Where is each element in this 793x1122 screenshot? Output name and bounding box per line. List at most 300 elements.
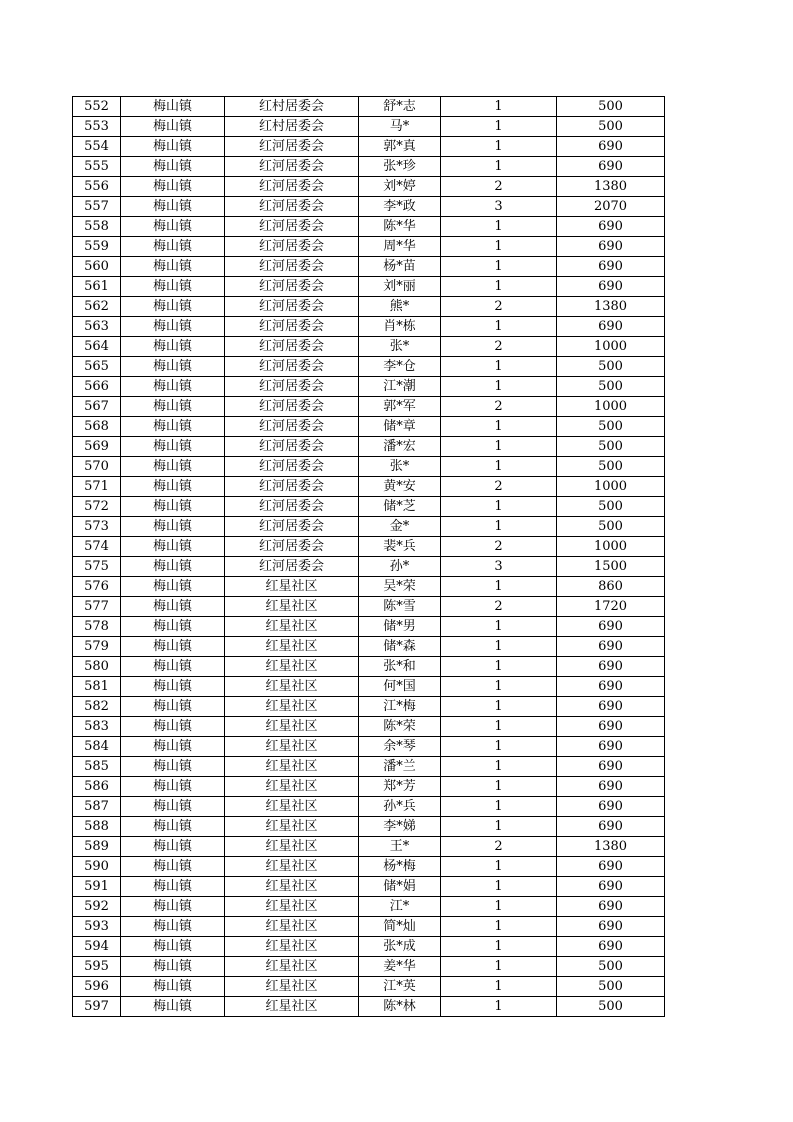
count-cell: 2 — [441, 337, 557, 357]
row-number-cell: 584 — [73, 737, 121, 757]
count-cell: 1 — [441, 417, 557, 437]
row-number-cell: 554 — [73, 137, 121, 157]
town-cell: 梅山镇 — [121, 717, 225, 737]
amount-cell: 690 — [557, 277, 665, 297]
community-cell: 红河居委会 — [225, 237, 359, 257]
town-cell: 梅山镇 — [121, 757, 225, 777]
amount-cell: 1000 — [557, 537, 665, 557]
name-cell: 马* — [359, 117, 441, 137]
count-cell: 1 — [441, 937, 557, 957]
community-cell: 红星社区 — [225, 837, 359, 857]
table-row — [73, 917, 665, 937]
table-row — [73, 297, 665, 317]
name-cell: 简*灿 — [359, 917, 441, 937]
count-cell: 1 — [441, 697, 557, 717]
row-number-cell: 558 — [73, 217, 121, 237]
name-cell: 潘*兰 — [359, 757, 441, 777]
row-number-cell: 557 — [73, 197, 121, 217]
amount-cell: 690 — [557, 637, 665, 657]
count-cell: 2 — [441, 477, 557, 497]
community-cell: 红河居委会 — [225, 537, 359, 557]
town-cell: 梅山镇 — [121, 257, 225, 277]
count-cell: 1 — [441, 997, 557, 1017]
name-cell: 舒*志 — [359, 97, 441, 117]
town-cell: 梅山镇 — [121, 217, 225, 237]
row-number-cell: 579 — [73, 637, 121, 657]
row-number-cell: 553 — [73, 117, 121, 137]
community-cell: 红河居委会 — [225, 397, 359, 417]
count-cell: 1 — [441, 457, 557, 477]
community-cell: 红星社区 — [225, 637, 359, 657]
row-number-cell: 576 — [73, 577, 121, 597]
amount-cell: 690 — [557, 257, 665, 277]
name-cell: 王* — [359, 837, 441, 857]
count-cell: 1 — [441, 637, 557, 657]
town-cell: 梅山镇 — [121, 177, 225, 197]
town-cell: 梅山镇 — [121, 237, 225, 257]
count-cell: 1 — [441, 817, 557, 837]
community-cell: 红河居委会 — [225, 477, 359, 497]
table-row — [73, 857, 665, 877]
row-number-cell: 590 — [73, 857, 121, 877]
amount-cell: 1380 — [557, 177, 665, 197]
community-cell: 红河居委会 — [225, 177, 359, 197]
name-cell: 张* — [359, 457, 441, 477]
name-cell: 姜*华 — [359, 957, 441, 977]
count-cell: 1 — [441, 217, 557, 237]
amount-cell: 690 — [557, 217, 665, 237]
town-cell: 梅山镇 — [121, 837, 225, 857]
name-cell: 储*娟 — [359, 877, 441, 897]
name-cell: 江* — [359, 897, 441, 917]
table-row — [73, 437, 665, 457]
name-cell: 郭*军 — [359, 397, 441, 417]
name-cell: 孙*兵 — [359, 797, 441, 817]
table-row — [73, 177, 665, 197]
amount-cell: 690 — [557, 717, 665, 737]
town-cell: 梅山镇 — [121, 437, 225, 457]
count-cell: 1 — [441, 677, 557, 697]
count-cell: 2 — [441, 597, 557, 617]
name-cell: 陈*华 — [359, 217, 441, 237]
table-row — [73, 237, 665, 257]
row-number-cell: 593 — [73, 917, 121, 937]
amount-cell: 1500 — [557, 557, 665, 577]
table-row — [73, 657, 665, 677]
name-cell: 李*娣 — [359, 817, 441, 837]
community-cell: 红河居委会 — [225, 377, 359, 397]
name-cell: 黄*安 — [359, 477, 441, 497]
town-cell: 梅山镇 — [121, 877, 225, 897]
town-cell: 梅山镇 — [121, 937, 225, 957]
table-row — [73, 577, 665, 597]
community-cell: 红河居委会 — [225, 297, 359, 317]
table-row — [73, 157, 665, 177]
count-cell: 2 — [441, 837, 557, 857]
name-cell: 储*章 — [359, 417, 441, 437]
amount-cell: 500 — [557, 117, 665, 137]
name-cell: 储*森 — [359, 637, 441, 657]
name-cell: 孙* — [359, 557, 441, 577]
count-cell: 1 — [441, 277, 557, 297]
community-cell: 红河居委会 — [225, 517, 359, 537]
town-cell: 梅山镇 — [121, 397, 225, 417]
row-number-cell: 559 — [73, 237, 121, 257]
row-number-cell: 569 — [73, 437, 121, 457]
row-number-cell: 580 — [73, 657, 121, 677]
community-cell: 红星社区 — [225, 597, 359, 617]
community-cell: 红星社区 — [225, 897, 359, 917]
community-cell: 红星社区 — [225, 877, 359, 897]
community-cell: 红河居委会 — [225, 357, 359, 377]
name-cell: 熊* — [359, 297, 441, 317]
community-cell: 红星社区 — [225, 977, 359, 997]
row-number-cell: 575 — [73, 557, 121, 577]
table-row — [73, 257, 665, 277]
name-cell: 郭*真 — [359, 137, 441, 157]
row-number-cell: 582 — [73, 697, 121, 717]
community-cell: 红河居委会 — [225, 157, 359, 177]
row-number-cell: 587 — [73, 797, 121, 817]
town-cell: 梅山镇 — [121, 337, 225, 357]
row-number-cell: 562 — [73, 297, 121, 317]
count-cell: 2 — [441, 397, 557, 417]
town-cell: 梅山镇 — [121, 557, 225, 577]
amount-cell: 1000 — [557, 477, 665, 497]
amount-cell: 690 — [557, 817, 665, 837]
amount-cell: 690 — [557, 857, 665, 877]
town-cell: 梅山镇 — [121, 637, 225, 657]
town-cell: 梅山镇 — [121, 777, 225, 797]
town-cell: 梅山镇 — [121, 617, 225, 637]
row-number-cell: 564 — [73, 337, 121, 357]
table-row — [73, 837, 665, 857]
town-cell: 梅山镇 — [121, 577, 225, 597]
table-row — [73, 217, 665, 237]
table-row — [73, 937, 665, 957]
amount-cell: 500 — [557, 497, 665, 517]
row-number-cell: 565 — [73, 357, 121, 377]
table-row — [73, 477, 665, 497]
table-row — [73, 977, 665, 997]
amount-cell: 690 — [557, 617, 665, 637]
row-number-cell: 572 — [73, 497, 121, 517]
town-cell: 梅山镇 — [121, 157, 225, 177]
town-cell: 梅山镇 — [121, 657, 225, 677]
town-cell: 梅山镇 — [121, 97, 225, 117]
amount-cell: 690 — [557, 237, 665, 257]
community-cell: 红星社区 — [225, 997, 359, 1017]
name-cell: 刘*丽 — [359, 277, 441, 297]
row-number-cell: 577 — [73, 597, 121, 617]
amount-cell: 690 — [557, 657, 665, 677]
count-cell: 2 — [441, 177, 557, 197]
count-cell: 3 — [441, 197, 557, 217]
name-cell: 杨*梅 — [359, 857, 441, 877]
amount-cell: 690 — [557, 737, 665, 757]
row-number-cell: 581 — [73, 677, 121, 697]
name-cell: 储*芝 — [359, 497, 441, 517]
amount-cell: 690 — [557, 897, 665, 917]
row-number-cell: 563 — [73, 317, 121, 337]
name-cell: 周*华 — [359, 237, 441, 257]
table-row — [73, 337, 665, 357]
amount-cell: 690 — [557, 157, 665, 177]
count-cell: 1 — [441, 497, 557, 517]
town-cell: 梅山镇 — [121, 977, 225, 997]
amount-cell: 2070 — [557, 197, 665, 217]
table-row — [73, 557, 665, 577]
table-row — [73, 717, 665, 737]
table-row — [73, 357, 665, 377]
name-cell: 江*潮 — [359, 377, 441, 397]
name-cell: 杨*苗 — [359, 257, 441, 277]
count-cell: 1 — [441, 517, 557, 537]
count-cell: 1 — [441, 137, 557, 157]
name-cell: 肖*栋 — [359, 317, 441, 337]
count-cell: 1 — [441, 437, 557, 457]
town-cell: 梅山镇 — [121, 517, 225, 537]
community-cell: 红星社区 — [225, 757, 359, 777]
count-cell: 1 — [441, 777, 557, 797]
count-cell: 1 — [441, 237, 557, 257]
community-cell: 红星社区 — [225, 797, 359, 817]
community-cell: 红星社区 — [225, 717, 359, 737]
town-cell: 梅山镇 — [121, 477, 225, 497]
name-cell: 储*男 — [359, 617, 441, 637]
community-cell: 红星社区 — [225, 857, 359, 877]
table-row — [73, 137, 665, 157]
amount-cell: 500 — [557, 357, 665, 377]
table-row — [73, 617, 665, 637]
row-number-cell: 595 — [73, 957, 121, 977]
name-cell: 刘*婷 — [359, 177, 441, 197]
count-cell: 2 — [441, 537, 557, 557]
community-cell: 红河居委会 — [225, 197, 359, 217]
name-cell: 张*珍 — [359, 157, 441, 177]
town-cell: 梅山镇 — [121, 537, 225, 557]
name-cell: 陈*荣 — [359, 717, 441, 737]
table-row — [73, 997, 665, 1017]
town-cell: 梅山镇 — [121, 597, 225, 617]
amount-cell: 690 — [557, 777, 665, 797]
amount-cell: 500 — [557, 997, 665, 1017]
count-cell: 3 — [441, 557, 557, 577]
community-cell: 红星社区 — [225, 657, 359, 677]
community-cell: 红村居委会 — [225, 117, 359, 137]
town-cell: 梅山镇 — [121, 997, 225, 1017]
community-cell: 红星社区 — [225, 617, 359, 637]
name-cell: 张* — [359, 337, 441, 357]
amount-cell: 500 — [557, 457, 665, 477]
row-number-cell: 589 — [73, 837, 121, 857]
count-cell: 1 — [441, 377, 557, 397]
count-cell: 1 — [441, 257, 557, 277]
town-cell: 梅山镇 — [121, 897, 225, 917]
row-number-cell: 552 — [73, 97, 121, 117]
amount-cell: 690 — [557, 877, 665, 897]
count-cell: 1 — [441, 577, 557, 597]
row-number-cell: 578 — [73, 617, 121, 637]
table-row — [73, 777, 665, 797]
table-row — [73, 417, 665, 437]
name-cell: 何*国 — [359, 677, 441, 697]
count-cell: 1 — [441, 717, 557, 737]
name-cell: 李*仓 — [359, 357, 441, 377]
town-cell: 梅山镇 — [121, 417, 225, 437]
amount-cell: 690 — [557, 137, 665, 157]
row-number-cell: 585 — [73, 757, 121, 777]
community-cell: 红河居委会 — [225, 317, 359, 337]
name-cell: 陈*雪 — [359, 597, 441, 617]
amount-cell: 690 — [557, 757, 665, 777]
name-cell: 裴*兵 — [359, 537, 441, 557]
community-cell: 红河居委会 — [225, 277, 359, 297]
community-cell: 红星社区 — [225, 817, 359, 837]
community-cell: 红河居委会 — [225, 337, 359, 357]
town-cell: 梅山镇 — [121, 737, 225, 757]
table-row — [73, 277, 665, 297]
amount-cell: 500 — [557, 437, 665, 457]
town-cell: 梅山镇 — [121, 697, 225, 717]
row-number-cell: 588 — [73, 817, 121, 837]
row-number-cell: 568 — [73, 417, 121, 437]
count-cell: 1 — [441, 797, 557, 817]
town-cell: 梅山镇 — [121, 857, 225, 877]
community-cell: 红河居委会 — [225, 497, 359, 517]
amount-cell: 500 — [557, 517, 665, 537]
table-row — [73, 957, 665, 977]
community-cell: 红星社区 — [225, 777, 359, 797]
town-cell: 梅山镇 — [121, 457, 225, 477]
amount-cell: 690 — [557, 917, 665, 937]
name-cell: 江*英 — [359, 977, 441, 997]
row-number-cell: 560 — [73, 257, 121, 277]
amount-cell: 1720 — [557, 597, 665, 617]
community-cell: 红河居委会 — [225, 457, 359, 477]
town-cell: 梅山镇 — [121, 117, 225, 137]
town-cell: 梅山镇 — [121, 957, 225, 977]
row-number-cell: 586 — [73, 777, 121, 797]
row-number-cell: 556 — [73, 177, 121, 197]
town-cell: 梅山镇 — [121, 677, 225, 697]
row-number-cell: 571 — [73, 477, 121, 497]
amount-cell: 500 — [557, 417, 665, 437]
count-cell: 1 — [441, 97, 557, 117]
community-cell: 红村居委会 — [225, 97, 359, 117]
row-number-cell: 567 — [73, 397, 121, 417]
community-cell: 红星社区 — [225, 677, 359, 697]
town-cell: 梅山镇 — [121, 497, 225, 517]
count-cell: 2 — [441, 297, 557, 317]
town-cell: 梅山镇 — [121, 297, 225, 317]
amount-cell: 500 — [557, 977, 665, 997]
row-number-cell: 597 — [73, 997, 121, 1017]
amount-cell: 690 — [557, 797, 665, 817]
amount-cell: 1000 — [557, 337, 665, 357]
amount-cell: 500 — [557, 957, 665, 977]
community-cell: 红星社区 — [225, 737, 359, 757]
count-cell: 1 — [441, 897, 557, 917]
count-cell: 1 — [441, 657, 557, 677]
amount-cell: 500 — [557, 377, 665, 397]
table-row — [73, 457, 665, 477]
count-cell: 1 — [441, 117, 557, 137]
row-number-cell: 574 — [73, 537, 121, 557]
name-cell: 吴*荣 — [359, 577, 441, 597]
count-cell: 1 — [441, 757, 557, 777]
row-number-cell: 594 — [73, 937, 121, 957]
table-row — [73, 197, 665, 217]
town-cell: 梅山镇 — [121, 357, 225, 377]
count-cell: 1 — [441, 737, 557, 757]
name-cell: 张*成 — [359, 937, 441, 957]
community-cell: 红河居委会 — [225, 257, 359, 277]
count-cell: 1 — [441, 977, 557, 997]
community-cell: 红星社区 — [225, 957, 359, 977]
table-row — [73, 317, 665, 337]
community-cell: 红星社区 — [225, 697, 359, 717]
name-cell: 潘*宏 — [359, 437, 441, 457]
community-cell: 红星社区 — [225, 577, 359, 597]
community-cell: 红河居委会 — [225, 437, 359, 457]
table-row — [73, 677, 665, 697]
row-number-cell: 592 — [73, 897, 121, 917]
table-row — [73, 757, 665, 777]
count-cell: 1 — [441, 957, 557, 977]
row-number-cell: 570 — [73, 457, 121, 477]
table-row — [73, 797, 665, 817]
community-cell: 红星社区 — [225, 917, 359, 937]
row-number-cell: 596 — [73, 977, 121, 997]
table-row — [73, 737, 665, 757]
amount-cell: 1380 — [557, 297, 665, 317]
town-cell: 梅山镇 — [121, 817, 225, 837]
community-cell: 红河居委会 — [225, 557, 359, 577]
table-row — [73, 637, 665, 657]
table-row — [73, 377, 665, 397]
community-cell: 红河居委会 — [225, 137, 359, 157]
row-number-cell: 561 — [73, 277, 121, 297]
table-row — [73, 517, 665, 537]
table-row — [73, 597, 665, 617]
table-row — [73, 877, 665, 897]
name-cell: 陈*林 — [359, 997, 441, 1017]
table-row — [73, 537, 665, 557]
count-cell: 1 — [441, 357, 557, 377]
table-row — [73, 697, 665, 717]
table-row — [73, 897, 665, 917]
count-cell: 1 — [441, 157, 557, 177]
town-cell: 梅山镇 — [121, 317, 225, 337]
row-number-cell: 555 — [73, 157, 121, 177]
community-cell: 红河居委会 — [225, 417, 359, 437]
count-cell: 1 — [441, 857, 557, 877]
name-cell: 余*琴 — [359, 737, 441, 757]
table-row — [73, 817, 665, 837]
count-cell: 1 — [441, 617, 557, 637]
town-cell: 梅山镇 — [121, 197, 225, 217]
amount-cell: 1000 — [557, 397, 665, 417]
town-cell: 梅山镇 — [121, 137, 225, 157]
table-row — [73, 497, 665, 517]
name-cell: 江*梅 — [359, 697, 441, 717]
name-cell: 李*政 — [359, 197, 441, 217]
amount-cell: 690 — [557, 317, 665, 337]
name-cell: 郑*芳 — [359, 777, 441, 797]
record-table — [72, 96, 665, 1017]
town-cell: 梅山镇 — [121, 797, 225, 817]
